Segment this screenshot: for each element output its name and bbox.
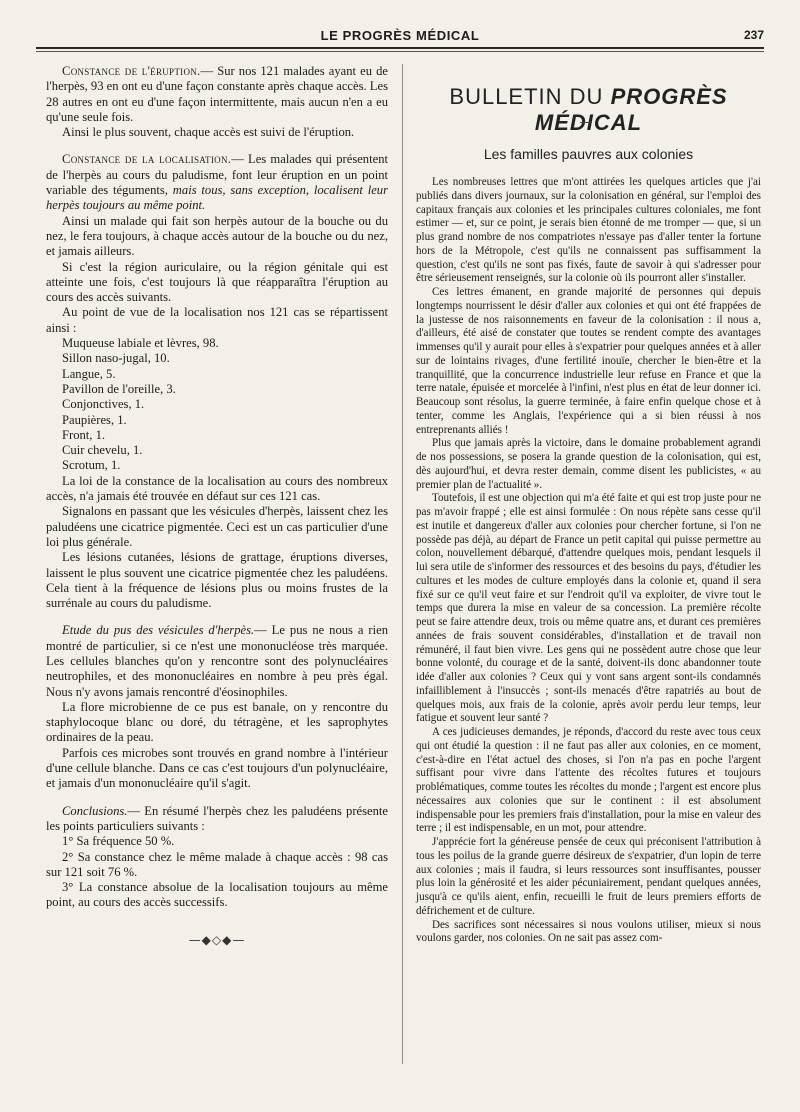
paragraph-text: — Sur nos 121 malades ayant eu de l'herpès, 93 en ont eu d'une façon constante après chaque accès. Les 28 autres en ont eu d'une façon intermittente, mais aucun n'en a eu qu'une seule fois. — [46, 64, 388, 124]
header-rule — [36, 47, 764, 49]
italic-text: mais tous, sans exception, localisent leur herpès toujours au même point. — [46, 183, 388, 213]
paragraph: La flore microbienne de ce pus est banale, on y rencontre du staphylocoque blanc ou doré, du tétragène, et les saprophytes ordinaires de la peau. — [46, 699, 388, 745]
paragraph: Au point de vue de la localisation nos 121 cas se répartissent ainsi : — [46, 305, 388, 335]
bulletin-heading — [416, 84, 761, 136]
run-in-heading: Constance de l'éruption. — [62, 64, 201, 78]
conclusion-item: 2° Sa constance chez le même malade à chaque accès : 98 cas sur 121 soit 76 %. — [46, 849, 388, 879]
paragraph: A ces judicieuses demandes, je réponds, d'accord du reste avec tous ceux qui ont étudié la question : il ne faut pas aller aux colonies, en ce moment, c'est-à-dire en l'état actuel des choses, si l'on n'a pas en poche l'argent suffisant pour vivre dans l'attente des récoltes futures et toujours problématiques, comme toutes les récoltes du monde ; l'argent est encore plus nécessaires aux colonies que sur le continent : il est absolument indispensable pour les premiers frais d'installation, pour la mise en valeur des terre ; il est indispensable, en un mot, pour attendre. — [416, 726, 761, 835]
run-in-heading: Constance de la localisation. — [62, 152, 232, 167]
list-item: Scrotum, 1. — [62, 458, 121, 473]
paragraph: Signalons en passant que les vésicules d'herpès, laissent chez les paludéens une cicatrice pigmentée. Ceci est un cas particulier d'une loi plus générale. — [46, 504, 388, 549]
run-in-heading: Conclusions. — [62, 803, 128, 818]
paragraph-text: — En résumé l'herpès chez les paludéens présente les points particuliers suivants : — [46, 803, 388, 833]
paragraph-pus — [46, 623, 388, 699]
paragraph: Plus que jamais après la victoire, dans le domaine probablement agrandi de nos possessions, se posera la grande question de la colonisation, qui est, dès aujourd'hui, et devra rester demain, comme disent les publicistes, « au premier plan de l'actualité ». — [416, 437, 761, 491]
list-item: Sillon naso-jugal, 10. — [62, 351, 170, 366]
paragraph-localisation — [46, 152, 388, 213]
paragraph: Parfois ces microbes sont trouvés en grand nombre à l'intérieur d'une cellule blanche. Dans ce cas c'est toujours d'un polynucléaire, et jamais d'un mononucléaire qu'il s'agit. — [46, 745, 388, 791]
paragraph: Ainsi le plus souvent, chaque accès est suivi de l'éruption. — [62, 125, 355, 140]
bulletin-heading-journal: PROGRÈS MÉDICAL — [534, 84, 728, 135]
paragraph: J'apprécie fort la généreuse pensée de ceux qui préconisent l'attribution à tous les poilus de la grande guerre désireux de s'expatrier, d'un lopin de terre aux colonies ; mais il faudra, si leurs ressources sont insuffisantes, pousser plus loin la générosité et les aider pécuniairement, pendant quelques années, jusqu'à ce qu'ils aient, enfin, recueilli le fruit de leurs premiers efforts de défrichement et de culture. — [416, 836, 761, 917]
paragraph: Toutefois, il est une objection qui m'a été faite et qui est trop juste pour ne pas m'avoir frappé ; elle est ainsi formulée : On nous répète sans cesse qu'il est inutile et dangereux d'aller aux colonies pour chercher fortune, si l'on ne possède pas déjà, au départ de France un petit capital qui puisse permettre au colon, nouvellement débarqué, d'attendre quelques mois, pendant lesquels il lui sera utile de s'informer des ressources et des besoins du pays, d'étudier les cultures et les modes de culture employés dans la colonie et, quand il sera fixé sur ce qu'il veut faire et sur l'endroit qu'il va exploiter, de vivre tout le temps que durera la mise en valeur de sa concession. La première récolte peut se faire attendre deux, trois ou même quatre ans, et durant ces premières années de frais souvent considérables, d'installation et de travail non rémunéré, il faut bien vivre. Les gens qui ne possèdent autre chose que leur bonne volonté, du courage et de la santé, doivent-ils donc abandonner toute idée d'aller aux colonies ? Ceux qui y vont sans argent sont-ils condamnés infailliblement à l'insuccès ; sont-ils menacés d'être rapatriés au bout de quelques mois, aux frais de la colonie, après avoir perdu leur temps, leur fatigue et souvent leur santé ? — [416, 492, 761, 725]
conclusion-item: 3° La constance absolue de la localisation toujours au même point, au cours des accès successifs. — [46, 880, 388, 910]
ornament: —◆◇◆— — [188, 932, 246, 947]
heading-dash — [580, 122, 592, 123]
paragraph-eruption — [46, 64, 388, 125]
column-divider — [402, 64, 403, 1064]
paragraph: Des sacrifices sont nécessaires si nous voulons utiliser, mieux si nous voulons garder, nos colonies. On ne sait pas assez com- — [416, 918, 761, 945]
list-item: Conjonctives, 1. — [62, 397, 145, 412]
paragraph: Ces lettres émanent, en grande majorité de personnes qui depuis longtemps nourrissent le désir d'aller aux colonies et qui ont été frappées de la justesse de nos raisonnements en faveur de la colonisation : il nous a, d'ailleurs, été aisé de constater que toutes se rendent compte des avantages immenses qu'il y aurait pour elles à s'expatrier pour quelques années et à aller sur de lointains rivages, d'une fertilité inouïe, chercher le bien-être et la tranquillité, que la concurrence industrielle leur refuse en France et que la terre natale, épuisée et morcelée à l'infini, n'est plus en état de leur donner ici. Beaucoup sont résolus, la guerre terminée, à faire enfin quelque chose et à tenter, comme les Anglais, l'expérience qui a si bien réussi à nos entreprenants alliés ! — [416, 286, 761, 436]
localisation-list — [46, 336, 388, 474]
article-title: Les familles pauvres aux colonies — [483, 146, 694, 162]
paragraph: Si c'est la région auriculaire, ou la région génitale qui est atteinte une fois, c'est toujours là que réapparaîtra l'éruption au cours des accès suivants. — [46, 259, 388, 305]
list-item: Pavillon de l'oreille, 3. — [62, 381, 176, 396]
paragraph-text: — Les malades qui présentent de l'herpès au cours du paludisme, font leur éruption en un point variable des téguments, — [46, 152, 388, 198]
paragraph: Les nombreuses lettres que m'ont attirées les quelques articles que j'ai publiés dans divers journaux, sur la colonisation en général, sur l'emploi des capitaux français aux colonies et les principales cultures coloniales, me font estimer — et, sur ce point, je serais bien étonné de me tromper — que, si un plus grand nombre de nos compatriotes n'essaye pas d'aller tenter la fortune hors de la Métropole, c'est qu'ils ne connaissent pas suffisamment la question, c'est qu'ils ne sont pas fixés, faute de savoir à qui s'adresser pour être sérieusement renseignés, sur la colonie où ils pourront aller s'installer. — [416, 176, 761, 285]
right-column — [416, 176, 761, 946]
list-item: Front, 1. — [62, 427, 106, 442]
running-head — [36, 26, 764, 46]
list-item: Paupières, 1. — [62, 412, 127, 427]
paragraph-conclusions — [46, 804, 388, 835]
paragraph: Les lésions cutanées, lésions de grattage, éruptions diverses, laissent le plus souvent une cicatrice pigmentée chez les paludéens. Cela tient à la fréquence de lésions plus ou moins frustes de la surrénale au cours du paludisme. — [46, 550, 388, 611]
page-number: 237 — [743, 28, 764, 42]
paragraph: La loi de la constance de la localisation au cours des nombreux accès, n'a jamais été trouvée en défaut sur ces 121 cas. — [46, 473, 388, 504]
paragraph: Ainsi un malade qui fait son herpès autour de la bouche ou du nez, le fera toujours, à chaque accès autour de la bouche ou du nez, et jamais ailleurs. — [46, 213, 388, 259]
paragraph-text: — Le pus ne nous a rien montré de particulier, si ce n'est une mononucléose très marquée. Les cellules blanches qu'on y rencontre sont des polynucléaires neutrophiles, et des mononucléaires en nombre à peu près égal. Nous n'y avons jamais rencontré d'éosinophiles. — [46, 623, 389, 699]
journal-title: LE PROGRÈS MÉDICAL — [320, 28, 480, 43]
list-item: Langue, 5. — [62, 366, 116, 381]
list-item: Cuir chevelu, 1. — [62, 443, 143, 458]
left-column — [46, 64, 388, 948]
conclusion-item: 1° Sa fréquence 50 %. — [62, 834, 175, 849]
bulletin-heading-part: BULLETIN DU — [449, 84, 604, 109]
run-in-heading: Etude du pus des vésicules d'herpès. — [62, 623, 255, 638]
header-rule-thin — [36, 51, 764, 52]
list-item: Muqueuse labiale et lèvres, 98. — [62, 336, 219, 351]
